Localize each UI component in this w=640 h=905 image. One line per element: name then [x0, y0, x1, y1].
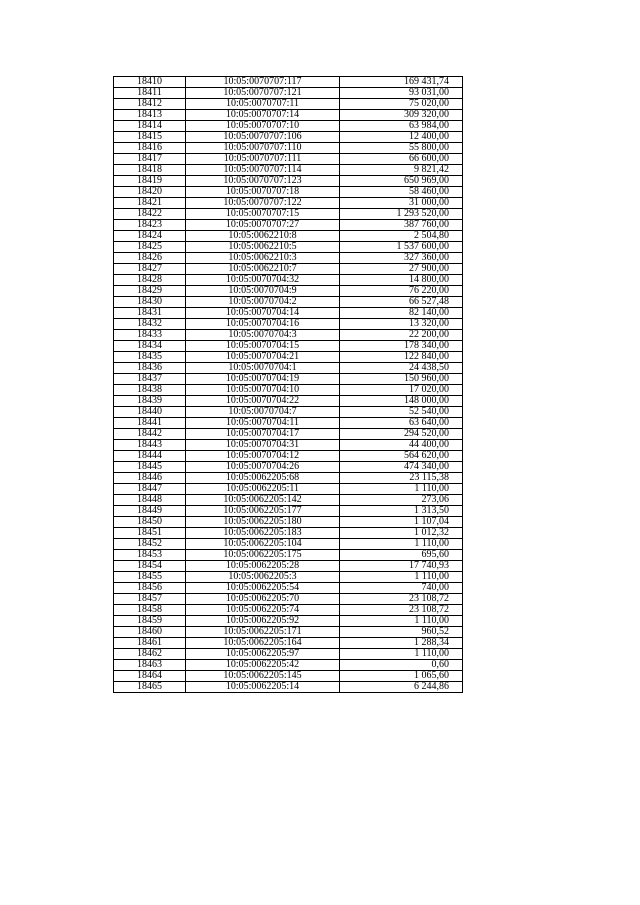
cadastral-number-cell: 10:05:0062210:3 [186, 253, 340, 264]
cadastral-number-cell: 10:05:0062205:164 [186, 638, 340, 649]
row-number-cell: 18442 [114, 429, 186, 440]
cadastral-value-cell: 52 540,00 [340, 407, 463, 418]
row-number-cell: 18412 [114, 99, 186, 110]
cadastral-number-cell: 10:05:0070707:14 [186, 110, 340, 121]
row-number-cell: 18461 [114, 638, 186, 649]
table-row [114, 462, 463, 473]
row-number-cell: 18414 [114, 121, 186, 132]
cadastral-value-cell: 960,52 [340, 627, 463, 638]
table-row [114, 506, 463, 517]
cadastral-number-cell: 10:05:0070704:10 [186, 385, 340, 396]
row-number-cell: 18411 [114, 88, 186, 99]
row-number-cell: 18462 [114, 649, 186, 660]
row-number-cell: 18457 [114, 594, 186, 605]
table-row [114, 286, 463, 297]
table-row [114, 275, 463, 286]
cadastral-value-cell: 75 020,00 [340, 99, 463, 110]
table-row [114, 407, 463, 418]
table-row [114, 198, 463, 209]
table-row [114, 220, 463, 231]
row-number-cell: 18459 [114, 616, 186, 627]
cadastral-value-cell: 1 110,00 [340, 649, 463, 660]
cadastral-value-cell: 44 400,00 [340, 440, 463, 451]
table-row [114, 121, 463, 132]
cadastral-value-cell: 1 110,00 [340, 572, 463, 583]
table-row [114, 671, 463, 682]
cadastral-value-table [113, 76, 463, 693]
cadastral-number-cell: 10:05:0062205:3 [186, 572, 340, 583]
table-row [114, 374, 463, 385]
table-row [114, 165, 463, 176]
cadastral-value-cell: 17 020,00 [340, 385, 463, 396]
cadastral-value-cell: 27 900,00 [340, 264, 463, 275]
row-number-cell: 18463 [114, 660, 186, 671]
row-number-cell: 18419 [114, 176, 186, 187]
table-row [114, 638, 463, 649]
cadastral-value-cell: 58 460,00 [340, 187, 463, 198]
table-row [114, 253, 463, 264]
row-number-cell: 18452 [114, 539, 186, 550]
table-row [114, 363, 463, 374]
table-row [114, 396, 463, 407]
table-row [114, 88, 463, 99]
table-row [114, 528, 463, 539]
cadastral-value-cell: 6 244,86 [340, 682, 463, 693]
table-row [114, 187, 463, 198]
cadastral-number-cell: 10:05:0070707:106 [186, 132, 340, 143]
cadastral-value-cell: 1 110,00 [340, 539, 463, 550]
table-row [114, 594, 463, 605]
cadastral-value-cell: 2 504,80 [340, 231, 463, 242]
cadastral-value-cell: 740,00 [340, 583, 463, 594]
cadastral-number-cell: 10:05:0070707:117 [186, 77, 340, 88]
row-number-cell: 18440 [114, 407, 186, 418]
cadastral-value-cell: 76 220,00 [340, 286, 463, 297]
cadastral-value-cell: 650 969,00 [340, 176, 463, 187]
row-number-cell: 18421 [114, 198, 186, 209]
cadastral-value-cell: 1 288,34 [340, 638, 463, 649]
cadastral-value-cell: 23 115,38 [340, 473, 463, 484]
row-number-cell: 18416 [114, 143, 186, 154]
cadastral-number-cell: 10:05:0062210:8 [186, 231, 340, 242]
row-number-cell: 18444 [114, 451, 186, 462]
cadastral-number-cell: 10:05:0062210:5 [186, 242, 340, 253]
cadastral-number-cell: 10:05:0070704:19 [186, 374, 340, 385]
cadastral-number-cell: 10:05:0062205:177 [186, 506, 340, 517]
table-row [114, 517, 463, 528]
cadastral-value-cell: 66 600,00 [340, 154, 463, 165]
row-number-cell: 18415 [114, 132, 186, 143]
row-number-cell: 18426 [114, 253, 186, 264]
cadastral-value-cell: 24 438,50 [340, 363, 463, 374]
cadastral-value-cell: 31 000,00 [340, 198, 463, 209]
row-number-cell: 18439 [114, 396, 186, 407]
table-row [114, 682, 463, 693]
cadastral-value-cell: 564 620,00 [340, 451, 463, 462]
table-row [114, 330, 463, 341]
cadastral-value-cell: 17 740,93 [340, 561, 463, 572]
cadastral-number-cell: 10:05:0070707:11 [186, 99, 340, 110]
cadastral-value-cell: 273,06 [340, 495, 463, 506]
cadastral-value-cell: 9 821,42 [340, 165, 463, 176]
cadastral-number-cell: 10:05:0070704:3 [186, 330, 340, 341]
row-number-cell: 18453 [114, 550, 186, 561]
cadastral-number-cell: 10:05:0062205:171 [186, 627, 340, 638]
row-number-cell: 18435 [114, 352, 186, 363]
cadastral-value-cell: 122 840,00 [340, 352, 463, 363]
row-number-cell: 18455 [114, 572, 186, 583]
table-row [114, 572, 463, 583]
row-number-cell: 18430 [114, 297, 186, 308]
table-row [114, 451, 463, 462]
cadastral-number-cell: 10:05:0070704:31 [186, 440, 340, 451]
row-number-cell: 18431 [114, 308, 186, 319]
table-row [114, 308, 463, 319]
table-row [114, 550, 463, 561]
cadastral-number-cell: 10:05:0070707:15 [186, 209, 340, 220]
row-number-cell: 18445 [114, 462, 186, 473]
cadastral-value-cell: 14 800,00 [340, 275, 463, 286]
row-number-cell: 18458 [114, 605, 186, 616]
table-row [114, 341, 463, 352]
cadastral-number-cell: 10:05:0062205:11 [186, 484, 340, 495]
cadastral-value-cell: 1 065,60 [340, 671, 463, 682]
row-number-cell: 18437 [114, 374, 186, 385]
row-number-cell: 18423 [114, 220, 186, 231]
cadastral-value-cell: 93 031,00 [340, 88, 463, 99]
cadastral-number-cell: 10:05:0070704:15 [186, 341, 340, 352]
cadastral-number-cell: 10:05:0070704:9 [186, 286, 340, 297]
cadastral-number-cell: 10:05:0062205:74 [186, 605, 340, 616]
table-row [114, 616, 463, 627]
row-number-cell: 18460 [114, 627, 186, 638]
cadastral-number-cell: 10:05:0062205:142 [186, 495, 340, 506]
table-row [114, 242, 463, 253]
table-row [114, 429, 463, 440]
cadastral-number-cell: 10:05:0062205:104 [186, 539, 340, 550]
row-number-cell: 18451 [114, 528, 186, 539]
cadastral-value-cell: 150 960,00 [340, 374, 463, 385]
row-number-cell: 18447 [114, 484, 186, 495]
cadastral-value-cell: 695,60 [340, 550, 463, 561]
table-row [114, 627, 463, 638]
table-row [114, 495, 463, 506]
table-row [114, 132, 463, 143]
cadastral-number-cell: 10:05:0062205:175 [186, 550, 340, 561]
row-number-cell: 18432 [114, 319, 186, 330]
cadastral-number-cell: 10:05:0062205:183 [186, 528, 340, 539]
cadastral-value-cell: 169 431,74 [340, 77, 463, 88]
row-number-cell: 18441 [114, 418, 186, 429]
row-number-cell: 18417 [114, 154, 186, 165]
row-number-cell: 18424 [114, 231, 186, 242]
cadastral-value-cell: 12 400,00 [340, 132, 463, 143]
table-row [114, 583, 463, 594]
cadastral-value-cell: 0,60 [340, 660, 463, 671]
cadastral-number-cell: 10:05:0070707:27 [186, 220, 340, 231]
table-row [114, 297, 463, 308]
cadastral-number-cell: 10:05:0062205:92 [186, 616, 340, 627]
row-number-cell: 18427 [114, 264, 186, 275]
row-number-cell: 18454 [114, 561, 186, 572]
row-number-cell: 18464 [114, 671, 186, 682]
cadastral-value-cell: 13 320,00 [340, 319, 463, 330]
cadastral-number-cell: 10:05:0070707:111 [186, 154, 340, 165]
cadastral-number-cell: 10:05:0062205:70 [186, 594, 340, 605]
cadastral-value-cell: 309 320,00 [340, 110, 463, 121]
table-row [114, 605, 463, 616]
cadastral-number-cell: 10:05:0070707:121 [186, 88, 340, 99]
cadastral-value-cell: 1 012,32 [340, 528, 463, 539]
table-row [114, 649, 463, 660]
cadastral-value-cell: 1 313,50 [340, 506, 463, 517]
row-number-cell: 18420 [114, 187, 186, 198]
row-number-cell: 18449 [114, 506, 186, 517]
table-row [114, 660, 463, 671]
row-number-cell: 18465 [114, 682, 186, 693]
row-number-cell: 18443 [114, 440, 186, 451]
table-row [114, 473, 463, 484]
cadastral-number-cell: 10:05:0062205:68 [186, 473, 340, 484]
table-row [114, 209, 463, 220]
table-row [114, 418, 463, 429]
row-number-cell: 18448 [114, 495, 186, 506]
table-row [114, 561, 463, 572]
row-number-cell: 18434 [114, 341, 186, 352]
cadastral-number-cell: 10:05:0070704:11 [186, 418, 340, 429]
table-row [114, 231, 463, 242]
table-row [114, 154, 463, 165]
cadastral-number-cell: 10:05:0062205:97 [186, 649, 340, 660]
cadastral-number-cell: 10:05:0070704:26 [186, 462, 340, 473]
cadastral-number-cell: 10:05:0062205:145 [186, 671, 340, 682]
cadastral-number-cell: 10:05:0070704:21 [186, 352, 340, 363]
cadastral-number-cell: 10:05:0062205:54 [186, 583, 340, 594]
cadastral-number-cell: 10:05:0070704:16 [186, 319, 340, 330]
cadastral-value-cell: 1 110,00 [340, 616, 463, 627]
table-row [114, 319, 463, 330]
cadastral-number-cell: 10:05:0070707:10 [186, 121, 340, 132]
cadastral-number-cell: 10:05:0070704:1 [186, 363, 340, 374]
cadastral-value-cell: 23 108,72 [340, 594, 463, 605]
cadastral-value-cell: 82 140,00 [340, 308, 463, 319]
cadastral-value-cell: 63 984,00 [340, 121, 463, 132]
cadastral-value-cell: 1 107,04 [340, 517, 463, 528]
row-number-cell: 18413 [114, 110, 186, 121]
cadastral-value-cell: 22 200,00 [340, 330, 463, 341]
table-row [114, 264, 463, 275]
cadastral-number-cell: 10:05:0062210:7 [186, 264, 340, 275]
cadastral-number-cell: 10:05:0070704:32 [186, 275, 340, 286]
cadastral-number-cell: 10:05:0070704:14 [186, 308, 340, 319]
cadastral-value-cell: 327 360,00 [340, 253, 463, 264]
cadastral-value-cell: 387 760,00 [340, 220, 463, 231]
cadastral-number-cell: 10:05:0070707:18 [186, 187, 340, 198]
cadastral-value-cell: 1 110,00 [340, 484, 463, 495]
cadastral-value-cell: 1 293 520,00 [340, 209, 463, 220]
table-row [114, 99, 463, 110]
cadastral-number-cell: 10:05:0070704:22 [186, 396, 340, 407]
row-number-cell: 18438 [114, 385, 186, 396]
cadastral-value-cell: 66 527,48 [340, 297, 463, 308]
cadastral-number-cell: 10:05:0070704:2 [186, 297, 340, 308]
table-row [114, 110, 463, 121]
cadastral-number-cell: 10:05:0062205:14 [186, 682, 340, 693]
table-row [114, 143, 463, 154]
table-row [114, 440, 463, 451]
table-row [114, 176, 463, 187]
cadastral-number-cell: 10:05:0070704:17 [186, 429, 340, 440]
cadastral-number-cell: 10:05:0062205:180 [186, 517, 340, 528]
table-row [114, 484, 463, 495]
table-row [114, 352, 463, 363]
cadastral-number-cell: 10:05:0070707:114 [186, 165, 340, 176]
row-number-cell: 18418 [114, 165, 186, 176]
row-number-cell: 18446 [114, 473, 186, 484]
cadastral-number-cell: 10:05:0070704:12 [186, 451, 340, 462]
row-number-cell: 18433 [114, 330, 186, 341]
cadastral-value-cell: 474 340,00 [340, 462, 463, 473]
row-number-cell: 18450 [114, 517, 186, 528]
row-number-cell: 18422 [114, 209, 186, 220]
cadastral-number-cell: 10:05:0070707:123 [186, 176, 340, 187]
cadastral-value-cell: 148 000,00 [340, 396, 463, 407]
table-row [114, 539, 463, 550]
table-body [114, 77, 463, 693]
row-number-cell: 18428 [114, 275, 186, 286]
row-number-cell: 18410 [114, 77, 186, 88]
row-number-cell: 18425 [114, 242, 186, 253]
row-number-cell: 18429 [114, 286, 186, 297]
cadastral-number-cell: 10:05:0070704:7 [186, 407, 340, 418]
cadastral-value-cell: 23 108,72 [340, 605, 463, 616]
cadastral-value-cell: 63 640,00 [340, 418, 463, 429]
cadastral-value-cell: 55 800,00 [340, 143, 463, 154]
row-number-cell: 18436 [114, 363, 186, 374]
cadastral-value-cell: 294 520,00 [340, 429, 463, 440]
cadastral-number-cell: 10:05:0070707:110 [186, 143, 340, 154]
cadastral-number-cell: 10:05:0062205:28 [186, 561, 340, 572]
cadastral-value-cell: 178 340,00 [340, 341, 463, 352]
row-number-cell: 18456 [114, 583, 186, 594]
table-row [114, 77, 463, 88]
cadastral-number-cell: 10:05:0062205:42 [186, 660, 340, 671]
cadastral-value-cell: 1 537 600,00 [340, 242, 463, 253]
table-row [114, 385, 463, 396]
cadastral-number-cell: 10:05:0070707:122 [186, 198, 340, 209]
